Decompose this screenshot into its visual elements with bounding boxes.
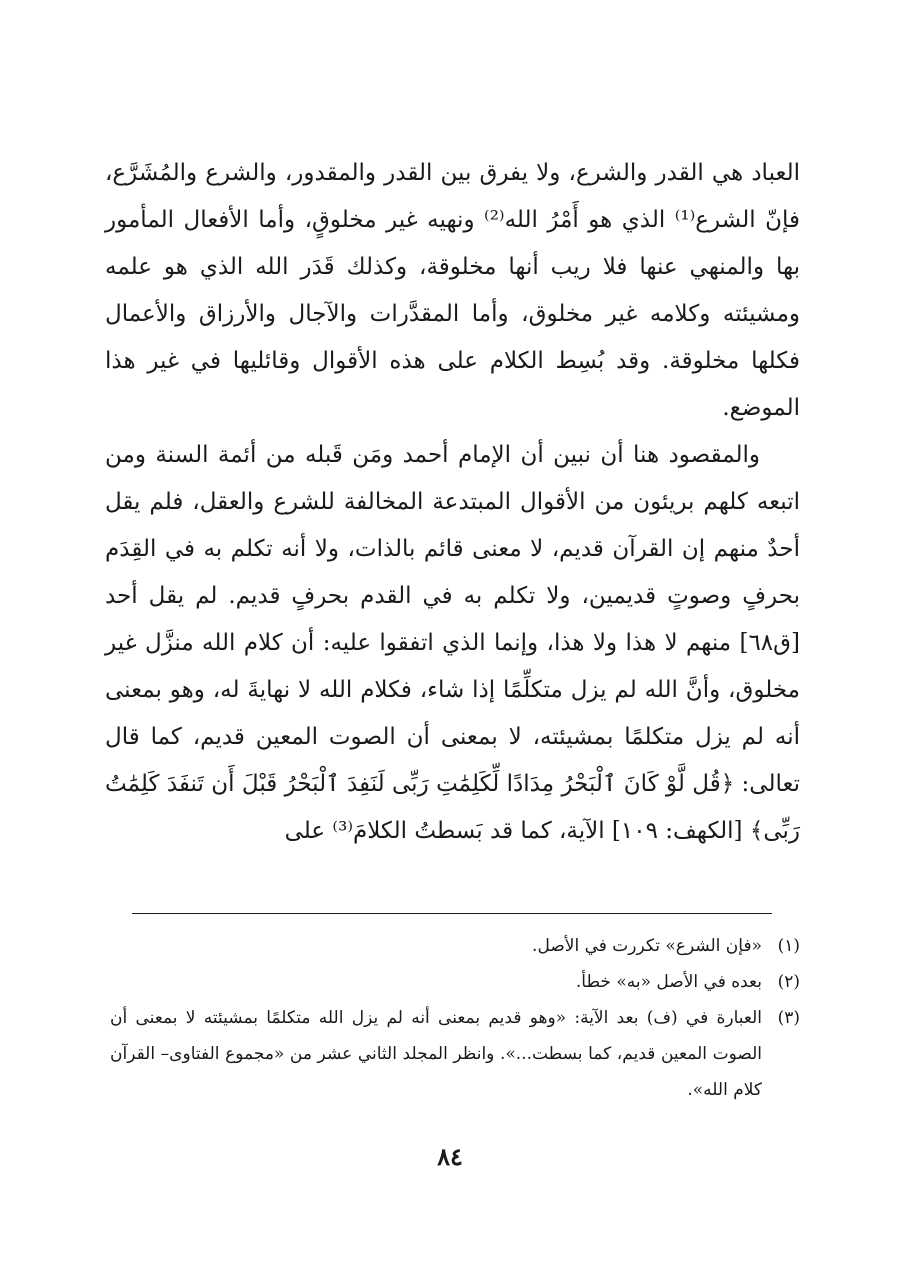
paragraph-1: العباد هي القدر والشرع، ولا يفرق بين القدر والمقدور، والشرع والمُشَرَّع، فإنّ الشرع⁽¹⁾ الذي هو أَمْرُ الله⁽²⁾ ونهيه غير مخلوقٍ، وأما الأفعال المأمور بها والمنهي عنها فلا ريب أنها مخلوقة، وكذلك قَدَر الله الذي هو علمه ومشيئته وكلامه غير مخلوق، وأما المقدَّرات والآجال والأرزاق والأعمال فكلها مخلوقة. وقد بُسِط الكلام على هذه الأقوال وقائليها في غير هذا الموضع. <box>105 160 800 421</box>
footnote-number: (٢) <box>777 972 800 992</box>
main-text <box>105 150 800 855</box>
footnote-1 <box>110 928 800 964</box>
footnotes <box>110 928 800 1108</box>
footnote-3 <box>110 1000 800 1108</box>
footnote-2 <box>110 964 800 1000</box>
footnote-text: العبارة في (ف) بعد الآية: «وهو قديم بمعنى أنه لم يزل الله متكلمًا بمشيئته لا بمعنى أن الصوت المعين قديم، كما بسطت...». وانظر المجلد الثاني عشر من «مجموع الفتاوى– القرآن كلام الله». <box>110 1008 762 1100</box>
footnote-divider <box>132 913 772 914</box>
paragraph-2: والمقصود هنا أن نبين أن الإمام أحمد ومَن قَبله من أئمة السنة ومن اتبعه كلهم بريئون من الأقوال المبتدعة المخالفة للشرع والعقل، فلم يقل أحدٌ منهم إن القرآن قديم، لا معنى قائم بالذات، ولا أنه تكلم به في القِدَم بحرفٍ وصوتٍ قديمين، ولا تكلم به في القدم بحرفٍ قديم. لم يقل أحد [ق٦٨] منهم لا هذا ولا هذا، وإنما الذي اتفقوا عليه: أن كلام الله منزَّل غير مخلوق، وأنَّ الله لم يزل متكلِّمًا إذا شاء، فكلام الله لا نهايةَ له، وهو بمعنى أنه لم يزل متكلمًا بمشيئته، لا بمعنى أن الصوت المعين قديم، كما قال تعالى: ﴿قُل لَّوْ كَانَ ٱلْبَحْرُ مِدَادًا لِّكَلِمَٰتِ رَبِّى لَنَفِدَ ٱلْبَحْرُ قَبْلَ أَن تَنفَدَ كَلِمَٰتُ رَبِّى﴾ [الكهف: ١٠٩] الآية، كما قد بَسطتُ الكلامَ⁽³⁾ على <box>105 442 800 844</box>
footnote-number: (٣) <box>777 1008 800 1028</box>
page-number: ٨٤ <box>437 1142 463 1171</box>
footnote-number: (١) <box>777 936 800 956</box>
footnote-text: «فإن الشرع» تكررت في الأصل. <box>532 936 762 956</box>
footnote-text: بعده في الأصل «به» خطأ. <box>575 972 762 992</box>
